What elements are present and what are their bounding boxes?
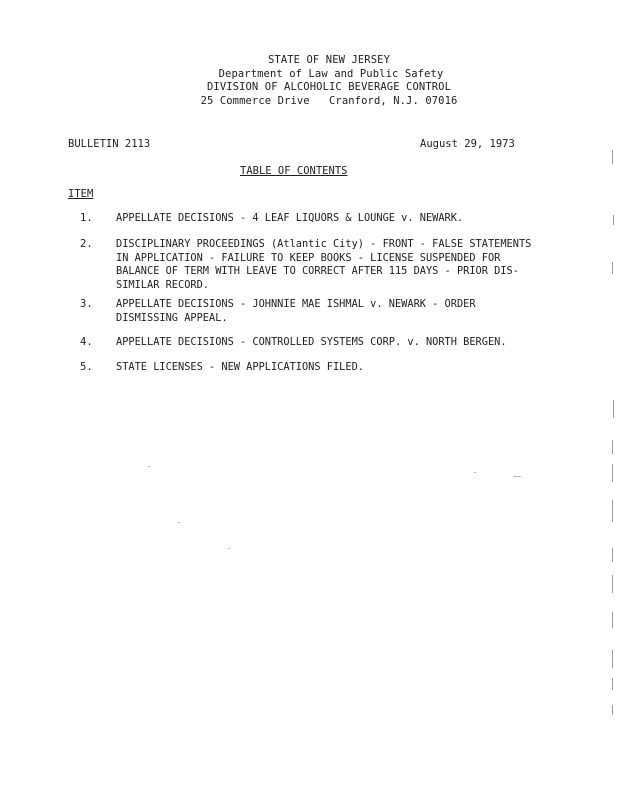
scan-edge-mark bbox=[612, 548, 613, 562]
toc-entry-line: SIMILAR RECORD. bbox=[116, 278, 209, 291]
toc-entry-line: APPELLATE DECISIONS - JOHNNIE MAE ISHMAL v. NEWARK - ORDER bbox=[116, 298, 476, 310]
header-state: STATE OF NEW JERSEY bbox=[267, 54, 390, 66]
toc-entry-line: APPELLATE DECISIONS - 4 LEAF LIQUORS & LOUNGE v. NEWARK. bbox=[116, 212, 464, 224]
toc-entry-number: 1. bbox=[80, 212, 93, 224]
toc-entry-text bbox=[116, 212, 536, 226]
toc-entry-number: 2. bbox=[80, 238, 93, 250]
header-address: 25 Commerce Drive Cranford, N.J. 07016 bbox=[200, 95, 458, 107]
scan-speck bbox=[474, 472, 476, 473]
toc-entry-number: 3. bbox=[80, 298, 93, 310]
scan-speck bbox=[228, 548, 230, 549]
scan-edge-mark bbox=[612, 500, 613, 522]
toc-entry-line: DISCIPLINARY PROCEEDINGS (Atlantic City) - FRONT - FALSE STATEMENTS bbox=[116, 238, 532, 250]
scan-edge-mark bbox=[612, 705, 613, 715]
scan-edge-mark bbox=[612, 678, 613, 690]
toc-entry-line: STATE LICENSES - NEW APPLICATIONS FILED. bbox=[116, 361, 364, 373]
toc-entry-line: DISMISSING APPEAL. bbox=[116, 311, 228, 324]
item-column-header: ITEM bbox=[68, 188, 94, 200]
scan-speck bbox=[148, 466, 150, 467]
scan-edge-mark bbox=[612, 150, 613, 164]
toc-entry-line: BALANCE OF TERM WITH LEAVE TO CORRECT AFTER 115 DAYS - PRIOR DIS- bbox=[116, 265, 519, 277]
scan-edge-mark bbox=[612, 440, 613, 454]
toc-entry-line: APPELLATE DECISIONS - CONTROLLED SYSTEMS CORP. v. NORTH BERGEN. bbox=[116, 336, 507, 348]
scan-edge-mark bbox=[613, 400, 614, 418]
toc-entry-text bbox=[116, 361, 536, 375]
header-department: Department of Law and Public Safety bbox=[218, 68, 444, 80]
scan-speck bbox=[513, 476, 521, 477]
toc-entry-line: IN APPLICATION - FAILURE TO KEEP BOOKS - LICENSE SUSPENDED FOR bbox=[116, 251, 501, 264]
toc-title: TABLE OF CONTENTS bbox=[240, 165, 348, 177]
toc-entry-text bbox=[116, 298, 536, 325]
toc-entry-text bbox=[116, 336, 536, 350]
bulletin-date: August 29, 1973 bbox=[420, 138, 515, 150]
toc-entry-text bbox=[116, 238, 536, 292]
toc-entry-number: 5. bbox=[80, 361, 93, 373]
scan-speck bbox=[178, 522, 180, 523]
scan-edge-mark bbox=[612, 575, 613, 593]
scan-edge-mark bbox=[612, 262, 613, 274]
scan-edge-mark bbox=[612, 612, 613, 628]
bulletin-number: BULLETIN 2113 bbox=[68, 138, 151, 150]
scan-edge-mark bbox=[612, 464, 613, 482]
toc-entry-number: 4. bbox=[80, 336, 93, 348]
scan-edge-mark bbox=[612, 650, 613, 668]
scan-edge-mark bbox=[613, 215, 614, 225]
header-division: DIVISION OF ALCOHOLIC BEVERAGE CONTROL bbox=[206, 81, 452, 93]
